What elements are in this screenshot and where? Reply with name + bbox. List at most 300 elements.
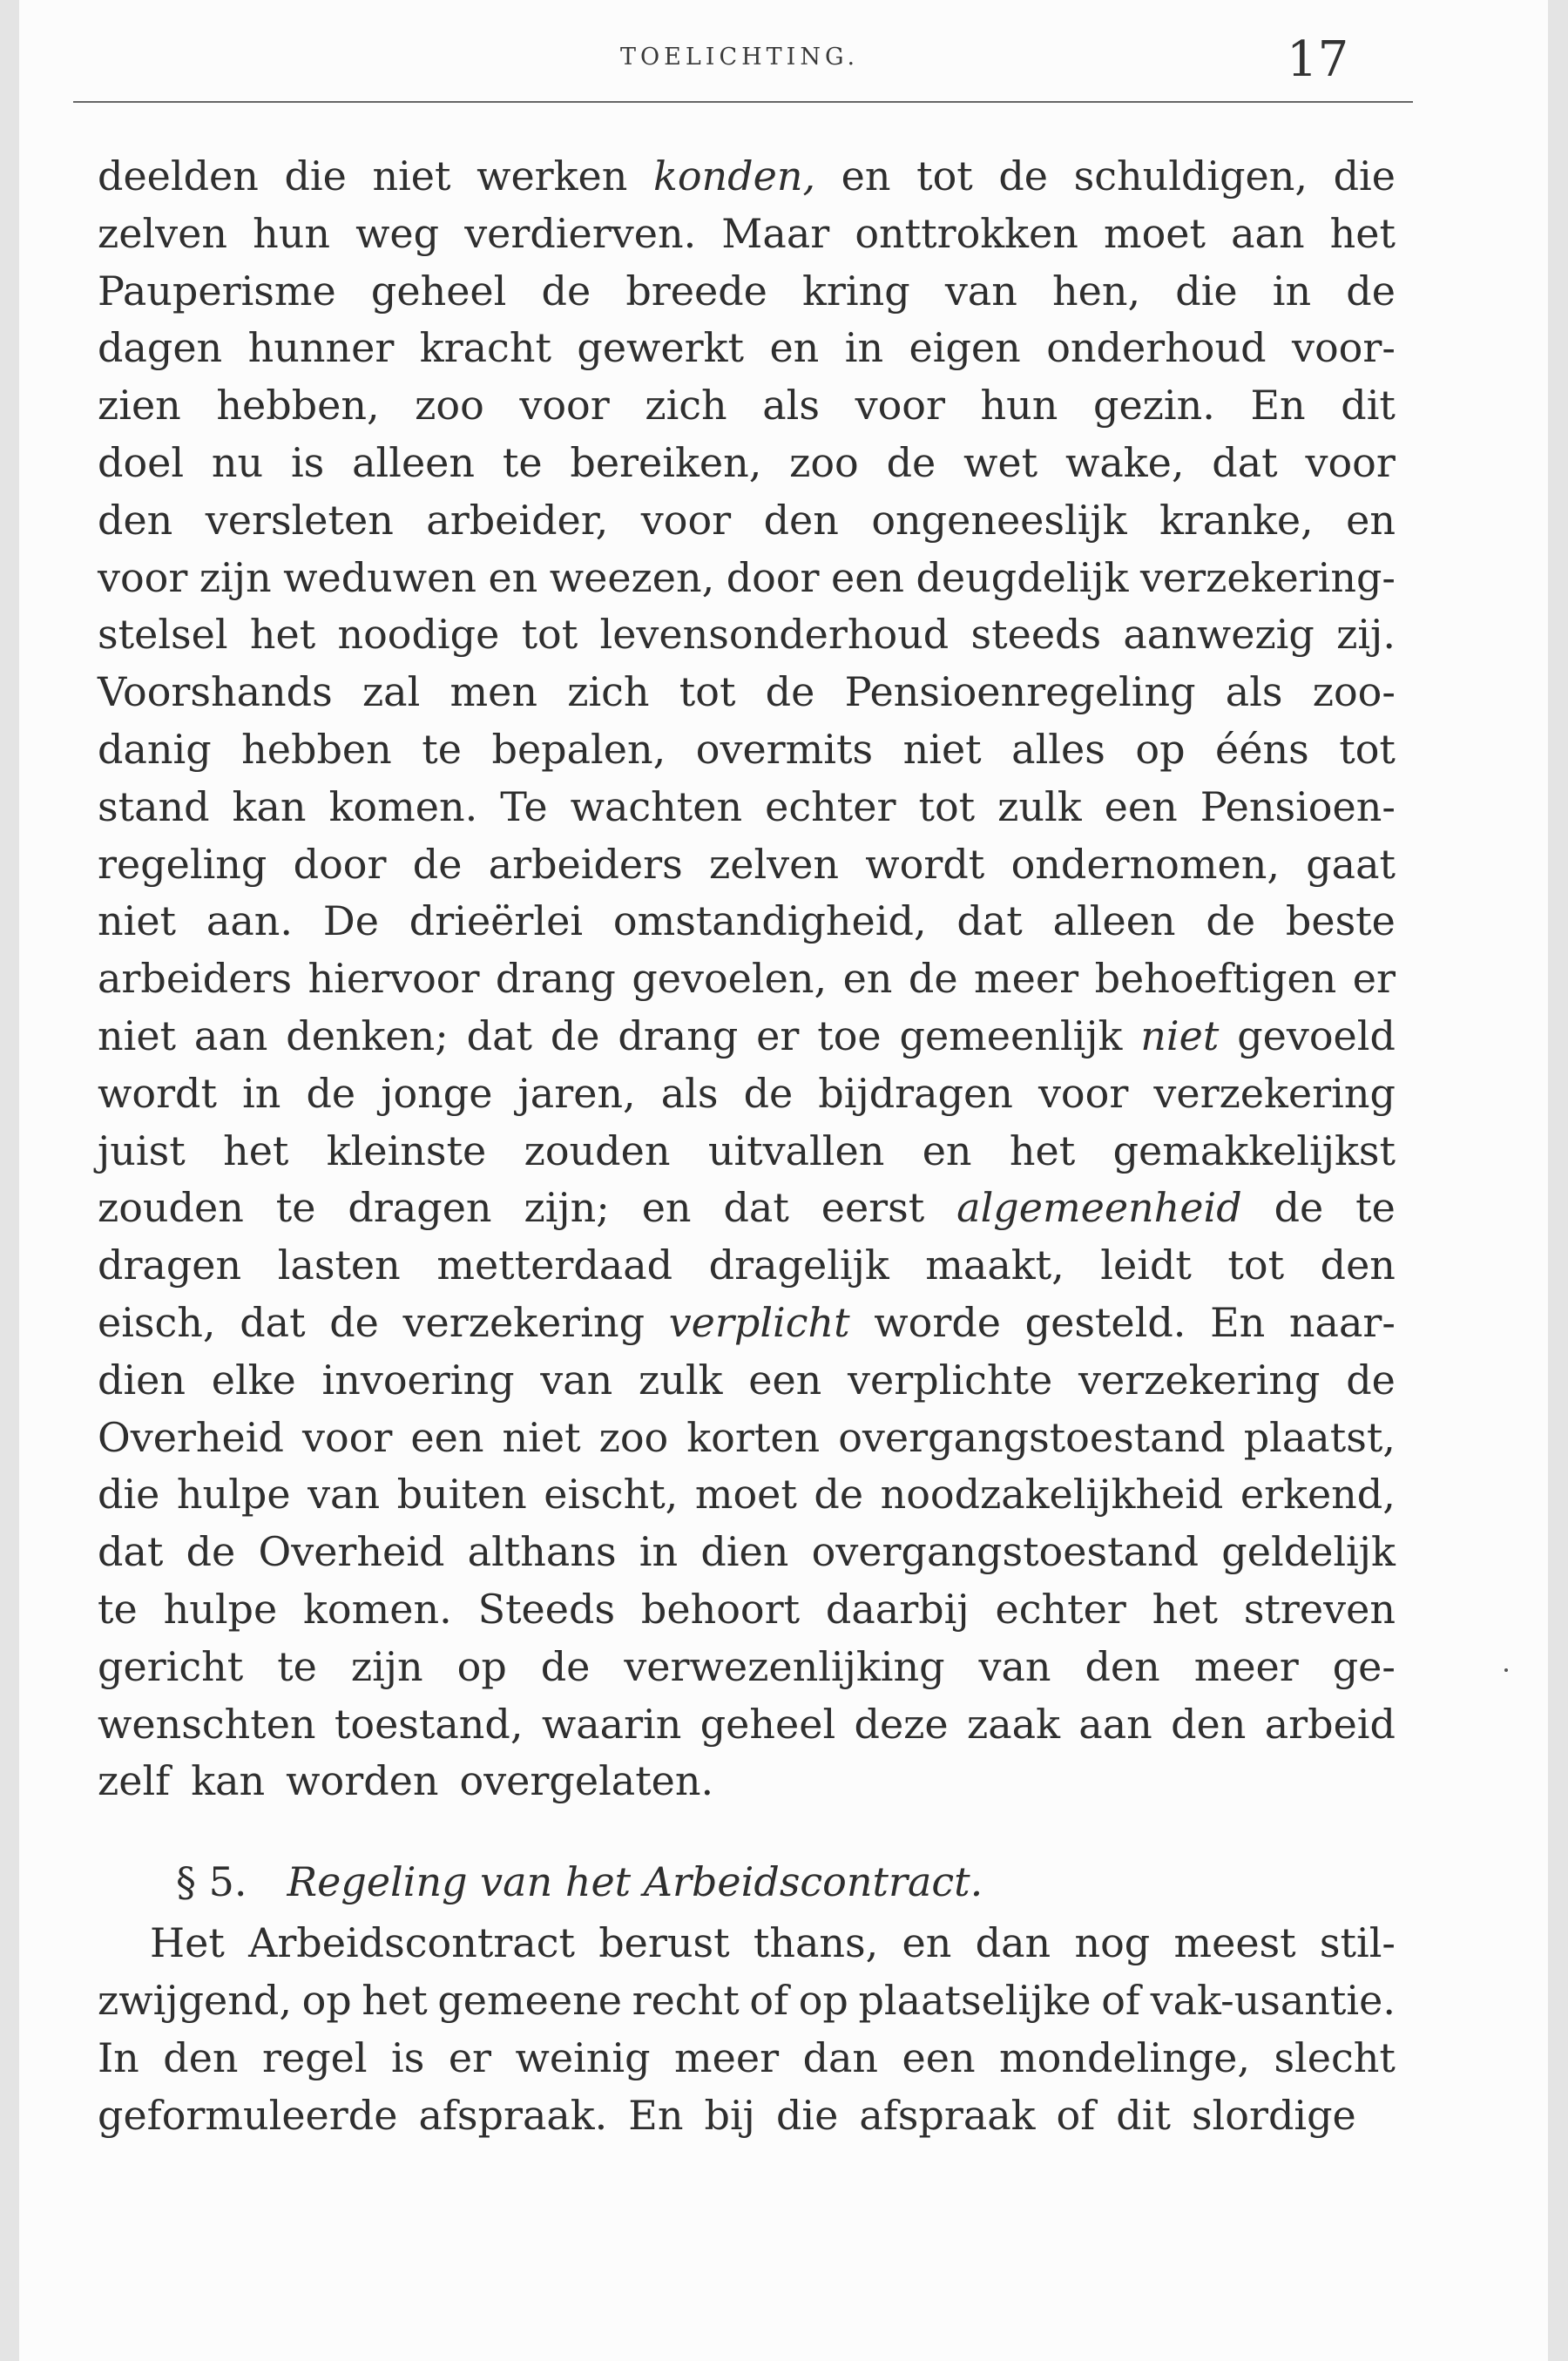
word: invoering — [321, 1356, 515, 1404]
word: dit — [1116, 2091, 1171, 2139]
word: die — [775, 2091, 839, 2139]
text-line — [98, 1180, 1396, 1237]
word: voor — [1305, 438, 1396, 486]
word: kan — [232, 782, 307, 830]
word: de — [998, 152, 1049, 200]
word: de — [541, 267, 591, 315]
word: als — [1225, 668, 1283, 716]
word: slordige — [1191, 2091, 1356, 2139]
word: komen. — [328, 782, 478, 830]
text-line — [98, 377, 1396, 435]
word: tot — [918, 782, 976, 830]
word: den — [1320, 1241, 1396, 1289]
word: van — [978, 1642, 1051, 1690]
word: eerst — [821, 1184, 925, 1232]
word: zij. — [1336, 611, 1396, 659]
word: voor — [98, 553, 188, 601]
word: komen. — [303, 1585, 452, 1633]
text-line — [98, 1065, 1396, 1123]
word: verzekering — [1153, 1069, 1396, 1117]
word: kan — [191, 1757, 266, 1805]
word: vak-usantie. — [1150, 1976, 1396, 2024]
word: metterdaad — [436, 1241, 673, 1289]
word: is — [290, 438, 325, 486]
word: In — [98, 2033, 139, 2081]
word: arbeiders — [98, 955, 293, 1003]
word: plaatst, — [1243, 1413, 1396, 1461]
word: schuldigen, — [1073, 152, 1308, 200]
word: Steeds — [477, 1585, 616, 1633]
word: aan — [193, 1011, 268, 1059]
word: gesteld. — [1024, 1298, 1186, 1346]
word: de — [765, 668, 815, 716]
word: noodige — [337, 611, 500, 659]
word: voor — [519, 382, 610, 430]
word: het — [362, 1976, 428, 2024]
word: geformuleerde — [98, 2091, 398, 2139]
word: in — [1272, 267, 1312, 315]
word: En — [1210, 1298, 1266, 1346]
word: door — [293, 840, 387, 888]
word: hebben — [241, 725, 392, 773]
word: en — [902, 1919, 952, 1967]
word: deelden — [98, 152, 259, 200]
word: mondelinge, — [999, 2033, 1250, 2081]
word: of — [1056, 2091, 1096, 2139]
word: de — [329, 1298, 379, 1346]
word: weezen, — [549, 553, 715, 601]
word: plaatselijke — [858, 1976, 1092, 2024]
body-text — [98, 148, 1396, 2144]
word: versleten — [205, 496, 394, 544]
word: de — [306, 1069, 356, 1117]
text-line — [98, 1237, 1396, 1295]
word: ge- — [1332, 1642, 1396, 1690]
word: eigen — [909, 324, 1021, 372]
word: alleen — [352, 438, 476, 486]
word: leidt — [1100, 1241, 1192, 1289]
text-line — [98, 779, 1396, 836]
word: Voorshands — [98, 668, 333, 716]
word: ondernomen, — [1010, 840, 1280, 888]
word: stelsel — [98, 611, 228, 659]
word: de — [186, 1528, 236, 1576]
header-rule — [73, 101, 1413, 103]
word: zelven — [98, 209, 228, 257]
word: ééns — [1215, 725, 1309, 773]
word: drang — [618, 1011, 739, 1059]
word: een — [748, 1356, 822, 1404]
word: en — [842, 955, 893, 1003]
italic-word: verplicht — [668, 1298, 850, 1346]
word: zich — [567, 668, 650, 716]
word: beste — [1285, 897, 1396, 945]
word: danig — [98, 725, 212, 773]
word: overgangstoestand — [811, 1528, 1200, 1576]
word: althans — [467, 1528, 617, 1576]
word: toe — [817, 1011, 882, 1059]
word: tot — [1339, 725, 1396, 773]
text-line — [98, 2087, 1396, 2145]
word: overgelaten. — [459, 1757, 714, 1805]
word: de — [743, 1069, 794, 1117]
word: arbeiders — [488, 840, 683, 888]
word: dan — [802, 2033, 879, 2081]
text-line — [98, 1295, 1396, 1352]
word: voor — [1037, 1069, 1129, 1117]
word: zulk — [997, 782, 1082, 830]
word: tot — [679, 668, 736, 716]
word: kleinste — [326, 1126, 487, 1174]
word: tot — [521, 611, 578, 659]
word: niet — [98, 1011, 177, 1059]
italic-word: niet — [1140, 1011, 1220, 1059]
word: het — [1009, 1126, 1076, 1174]
word: gemeenlijk — [899, 1011, 1123, 1059]
word: onttrokken — [855, 209, 1078, 257]
word: op — [301, 1976, 352, 2024]
word: Overheid — [258, 1528, 445, 1576]
word: dat — [466, 1011, 532, 1059]
word: geheel — [700, 1700, 836, 1748]
word: dat — [1212, 438, 1278, 486]
word: den — [1171, 1700, 1247, 1748]
word: moet — [1103, 209, 1206, 257]
word: afspraak. — [418, 2091, 608, 2139]
text-line — [98, 206, 1396, 263]
word: verplichte — [848, 1356, 1053, 1404]
word: die — [284, 152, 347, 200]
word: het — [223, 1126, 289, 1174]
text-line — [98, 1123, 1396, 1180]
word: aan. — [206, 897, 293, 945]
word: zal — [362, 668, 421, 716]
word: en — [488, 553, 538, 601]
word: noodzakelijkheid — [880, 1471, 1224, 1519]
word: Pensioen- — [1200, 782, 1396, 830]
text-line — [98, 492, 1396, 550]
section-gap — [98, 1810, 1396, 1854]
word: jaren, — [517, 1069, 636, 1117]
word: doel — [98, 438, 185, 486]
word: zelf — [98, 1757, 171, 1805]
word: in — [242, 1069, 281, 1117]
word: gevoeld — [1237, 1011, 1396, 1059]
page-header — [19, 31, 1548, 105]
word: daarbij — [825, 1585, 970, 1633]
word: erkend, — [1240, 1471, 1396, 1519]
word: en — [769, 324, 820, 372]
word: En — [628, 2091, 684, 2139]
word: meer — [674, 2033, 780, 2081]
word: op — [456, 1642, 507, 1690]
text-line — [98, 1696, 1396, 1754]
word: slecht — [1274, 2033, 1396, 2081]
word: men — [449, 668, 537, 716]
word: buiten — [396, 1471, 527, 1519]
word: alleen — [1052, 897, 1176, 945]
word: de — [1274, 1184, 1324, 1232]
word: de — [1346, 1356, 1396, 1404]
word: zoo — [789, 438, 859, 486]
word: wake, — [1064, 438, 1185, 486]
word: op — [1135, 725, 1186, 773]
word: gericht — [98, 1642, 244, 1690]
word: het — [249, 611, 316, 659]
word: worde — [874, 1298, 1002, 1346]
word: nu — [211, 438, 264, 486]
word: zijn — [350, 1642, 423, 1690]
word: den — [1085, 1642, 1160, 1690]
word: voor- — [1292, 324, 1396, 372]
word: maakt, — [925, 1241, 1064, 1289]
word: lasten — [277, 1241, 401, 1289]
word: eisch, — [98, 1298, 216, 1346]
text-line — [98, 550, 1396, 607]
word: niet — [502, 1413, 581, 1461]
word: kracht — [419, 324, 551, 372]
word: de — [908, 955, 958, 1003]
word: echter — [995, 1585, 1126, 1633]
word: moet — [694, 1471, 797, 1519]
word: door — [726, 553, 820, 601]
word: overmits — [695, 725, 874, 773]
scan-speck — [1504, 1668, 1508, 1672]
word: arbeider, — [426, 496, 609, 544]
word: voor — [301, 1413, 393, 1461]
word: bijdragen — [818, 1069, 1013, 1117]
word: werken — [476, 152, 628, 200]
word: een — [830, 553, 905, 601]
word: een — [902, 2033, 976, 2081]
word: weinig — [515, 2033, 651, 2081]
word: geheel — [370, 267, 507, 315]
word: op — [798, 1976, 848, 2024]
word: gewerkt — [577, 324, 744, 372]
word: geldelijk — [1221, 1528, 1396, 1576]
word: levensonderhoud — [599, 611, 950, 659]
text-line — [98, 1410, 1396, 1467]
text-line — [98, 148, 1396, 206]
word: bij — [704, 2091, 755, 2139]
word: worden — [286, 1757, 439, 1805]
word: de — [814, 1471, 864, 1519]
word: stil- — [1319, 1919, 1396, 1967]
word: Pensioenregeling — [844, 668, 1196, 716]
word: van — [308, 1471, 381, 1519]
word: in — [639, 1528, 679, 1576]
word: het — [1329, 209, 1396, 257]
text-line — [98, 1753, 1396, 1810]
word: en — [841, 152, 891, 200]
word: stand — [98, 782, 210, 830]
word: dien — [98, 1356, 186, 1404]
word: dragen — [348, 1184, 492, 1232]
word: gezin. — [1093, 382, 1215, 430]
word: niet — [372, 152, 451, 200]
word: te — [277, 1642, 317, 1690]
word: de — [412, 840, 463, 888]
word: te — [422, 725, 462, 773]
word: de — [886, 438, 936, 486]
word: van — [540, 1356, 613, 1404]
word: hun — [253, 209, 330, 257]
word: behoeftigen — [1094, 955, 1337, 1003]
word: dagen — [98, 324, 223, 372]
word: hiervoor — [308, 955, 480, 1003]
word: aan — [1231, 209, 1305, 257]
word: voor — [855, 382, 945, 430]
word: Overheid — [98, 1413, 284, 1461]
word: er — [448, 2033, 492, 2081]
word: thans, — [753, 1919, 879, 1967]
word: denken; — [286, 1011, 449, 1059]
text-line — [98, 435, 1396, 492]
word: dragen — [98, 1241, 242, 1289]
word: dat — [240, 1298, 306, 1346]
word: onderhoud — [1046, 324, 1267, 372]
word: weduwen — [283, 553, 476, 601]
word: juist — [98, 1126, 186, 1174]
text-line — [98, 836, 1396, 894]
word: zoo — [598, 1413, 669, 1461]
italic-word: konden, — [652, 152, 816, 200]
word: en — [922, 1126, 972, 1174]
word: de — [1346, 267, 1396, 315]
word: den — [98, 496, 173, 544]
page-number: 17 — [1287, 31, 1349, 88]
word: dien — [700, 1528, 789, 1576]
word: wet — [963, 438, 1038, 486]
word: hunner — [247, 324, 395, 372]
word: arbeid — [1264, 1700, 1396, 1748]
word: tot — [1227, 1241, 1285, 1289]
word: verzekering — [1078, 1356, 1321, 1404]
word: dan — [975, 1919, 1051, 1967]
word: waarin — [541, 1700, 682, 1748]
word: zoo- — [1312, 668, 1396, 716]
word: zoo — [415, 382, 484, 430]
text-line — [98, 606, 1396, 664]
word: en — [1346, 496, 1396, 544]
word: overgangstoestand — [838, 1413, 1226, 1461]
word: uitvallen — [707, 1126, 885, 1174]
text-line — [98, 721, 1396, 779]
word: jonge — [381, 1069, 493, 1117]
word: zien — [98, 382, 181, 430]
word: nog — [1074, 1919, 1151, 1967]
word: berust — [598, 1919, 730, 1967]
word: wordt — [98, 1069, 217, 1117]
book-page — [19, 0, 1548, 2361]
text-line — [98, 320, 1396, 377]
word: zijn — [199, 553, 272, 601]
text-line — [98, 1352, 1396, 1410]
word: kring — [802, 267, 910, 315]
word: den — [163, 2033, 239, 2081]
word: regel — [262, 2033, 368, 2081]
running-title: TOELICHTING. — [620, 44, 860, 71]
word: een — [410, 1413, 484, 1461]
word: de — [540, 1642, 591, 1690]
word: dat — [723, 1184, 789, 1232]
word: de — [550, 1011, 600, 1059]
word: afspraak — [859, 2091, 1036, 2139]
word: er — [756, 1011, 800, 1059]
word: omstandigheid, — [612, 897, 927, 945]
text-line — [98, 2030, 1396, 2087]
word: zelven — [709, 840, 840, 888]
word: een — [1104, 782, 1178, 830]
word: Pauperisme — [98, 267, 336, 315]
word: steeds — [970, 611, 1102, 659]
word: en — [641, 1184, 692, 1232]
text-line — [98, 1915, 1396, 1972]
word: Het — [150, 1919, 225, 1967]
word: bepalen, — [491, 725, 666, 773]
text-line — [98, 1972, 1396, 2030]
word: de — [1206, 897, 1256, 945]
text-line — [98, 1581, 1396, 1639]
word: De — [322, 897, 379, 945]
text-line — [98, 1639, 1396, 1696]
section-number: § 5. — [176, 1858, 247, 1906]
word: hulpe — [176, 1471, 291, 1519]
word: die — [1333, 152, 1396, 200]
word: die — [98, 1471, 160, 1519]
word: den — [763, 496, 839, 544]
word: is — [391, 2033, 425, 2081]
word: dat — [956, 897, 1023, 945]
word: zwijgend, — [98, 1976, 292, 2024]
text-line — [98, 1466, 1396, 1524]
word: ongeneeslijk — [871, 496, 1127, 544]
word: als — [762, 382, 820, 430]
word: gemeene — [437, 1976, 622, 2024]
italic-word: algemeenheid — [956, 1184, 1242, 1232]
word: bereiken, — [570, 438, 762, 486]
text-line — [98, 893, 1396, 950]
word: zouden — [98, 1184, 244, 1232]
word: aanwezig — [1123, 611, 1315, 659]
word: alles — [1011, 725, 1105, 773]
text-line — [98, 1008, 1396, 1065]
word: wenschten — [98, 1700, 316, 1748]
word: drieërlei — [409, 897, 584, 945]
word: wordt — [865, 840, 985, 888]
paragraph — [98, 148, 1396, 1810]
word: van — [944, 267, 1017, 315]
section-title: Regeling van het Arbeidscontract. — [287, 1858, 983, 1906]
word: meer — [974, 955, 1079, 1003]
section-heading — [98, 1854, 1396, 1915]
word: niet — [902, 725, 982, 773]
word: hebben, — [216, 382, 380, 430]
word: Te — [500, 782, 548, 830]
word: aan — [1078, 1700, 1152, 1748]
word: En — [1250, 382, 1306, 430]
word: toestand, — [334, 1700, 524, 1748]
word: te — [1355, 1184, 1396, 1232]
word: recht — [632, 1976, 740, 2024]
word: het — [1152, 1585, 1218, 1633]
word: verdierven. — [464, 209, 697, 257]
word: niet — [98, 897, 177, 945]
word: deugdelijk — [916, 553, 1129, 601]
text-line — [98, 950, 1396, 1008]
word: elke — [211, 1356, 296, 1404]
word: wachten — [570, 782, 743, 830]
